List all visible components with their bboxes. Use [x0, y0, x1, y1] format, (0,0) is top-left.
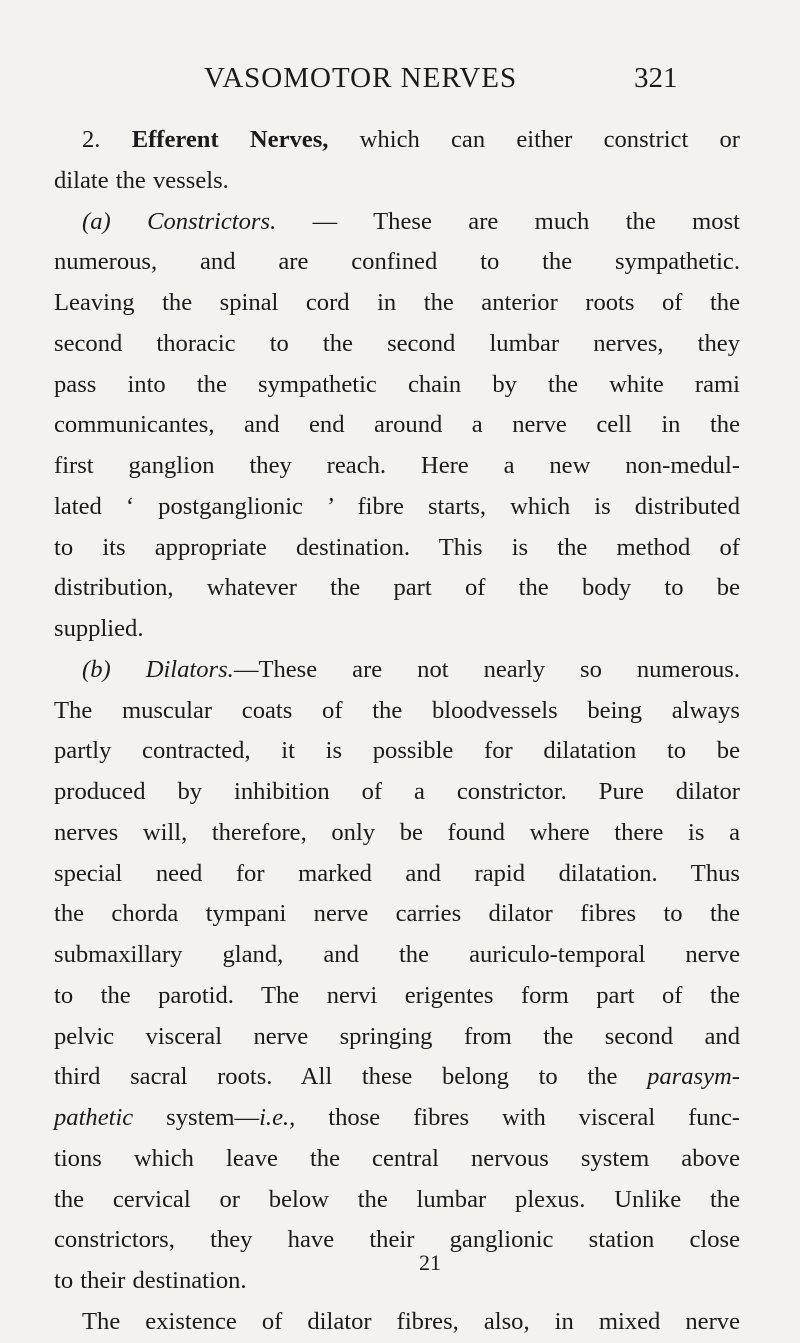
- ie-abbreviation: i.e.,: [259, 1104, 296, 1131]
- constrictors-line: first ganglion they reach. Here a new non-medul-: [54, 452, 740, 479]
- page-number: 321: [634, 62, 678, 94]
- dilators-line: produced by inhibition of a constrictor. Pure dilator: [54, 778, 740, 805]
- dilators-line: the cervical or below the lumbar plexus. Unlike the: [54, 1185, 740, 1213]
- constrictors-line: second thoracic to the second lumbar nerves, they: [54, 329, 740, 357]
- dilators-line: special need for marked and rapid dilatation. Thus: [54, 859, 740, 887]
- signature-mark: 21: [419, 1250, 441, 1275]
- dilators-line-1: [54, 650, 740, 691]
- constrictors-heading: Constrictors.: [147, 207, 277, 235]
- dilators-label: (b): [82, 655, 111, 683]
- system-text: system—: [166, 1104, 260, 1131]
- efferent-heading: Efferent Nerves,: [131, 126, 329, 153]
- efferent-line-2: dilate the vessels.: [54, 166, 229, 194]
- dilators-line: tions which leave the central nervous system above: [54, 1144, 740, 1172]
- dilators-line: submaxillary gland, and the auriculo-temporal nerve: [54, 941, 740, 968]
- body-text: [54, 120, 740, 1343]
- constrictors-line: Leaving the spinal cord in the anterior roots of the: [54, 289, 740, 316]
- existence-line-1: The existence of dilator fibres, also, in mixed nerve: [82, 1307, 740, 1335]
- constrictors-line: to its appropriate destination. This is the method of: [54, 533, 740, 561]
- dilators-line: The muscular coats of the bloodvessels being always: [54, 696, 740, 724]
- efferent-number: 2.: [82, 126, 101, 153]
- dilators-line-1-text: —These are not nearly so numerous.: [233, 655, 741, 683]
- efferent-line-1: [54, 120, 740, 161]
- constrictors-line: communicantes, and end around a nerve cell in the: [54, 411, 740, 439]
- dilators-line: pelvic visceral nerve springing from the second and: [54, 1022, 740, 1050]
- dilators-line: partly contracted, it is possible for dilatation to be: [54, 737, 740, 765]
- dilators-line-text: third sacral roots. All these belong to the: [54, 1063, 618, 1091]
- parasympathetic-end: pathetic: [54, 1104, 134, 1131]
- running-head: [0, 62, 800, 102]
- constrictors-line: pass into the sympathetic chain by the white rami: [54, 370, 740, 398]
- constrictors-label: (a): [82, 207, 111, 235]
- constrictors-line: numerous, and are confined to the sympathetic.: [54, 248, 740, 276]
- fibres-text: those fibres with visceral func-: [328, 1104, 740, 1131]
- constrictors-line-1: [54, 202, 740, 243]
- constrictors-line: distribution, whatever the part of the body to be: [54, 574, 740, 602]
- dilators-line: to the parotid. The nervi erigentes form part of the: [54, 981, 740, 1009]
- constrictors-line: lated ‘ postganglionic ’ fibre starts, which is distributed: [54, 492, 740, 520]
- running-title: VASOMOTOR NERVES: [204, 62, 518, 94]
- dilators-system-line: [54, 1098, 740, 1139]
- dilators-line: constrictors, they have their ganglionic station close: [54, 1226, 740, 1254]
- dilators-parasym-line: [54, 1057, 740, 1098]
- constrictors-line: supplied.: [54, 615, 144, 642]
- dilators-heading: Dilators.: [145, 655, 234, 683]
- dilators-line: the chorda tympani nerve carries dilator fibres to the: [54, 900, 740, 928]
- dilators-line: nerves will, therefore, only be found where there is a: [54, 818, 740, 846]
- efferent-line-1-text: which can either constrict or: [359, 126, 741, 153]
- dilators-line: to their destination.: [54, 1267, 247, 1294]
- parasympathetic-start: parasym-: [647, 1063, 740, 1091]
- constrictors-line-1-text: — These are much the most: [312, 207, 740, 235]
